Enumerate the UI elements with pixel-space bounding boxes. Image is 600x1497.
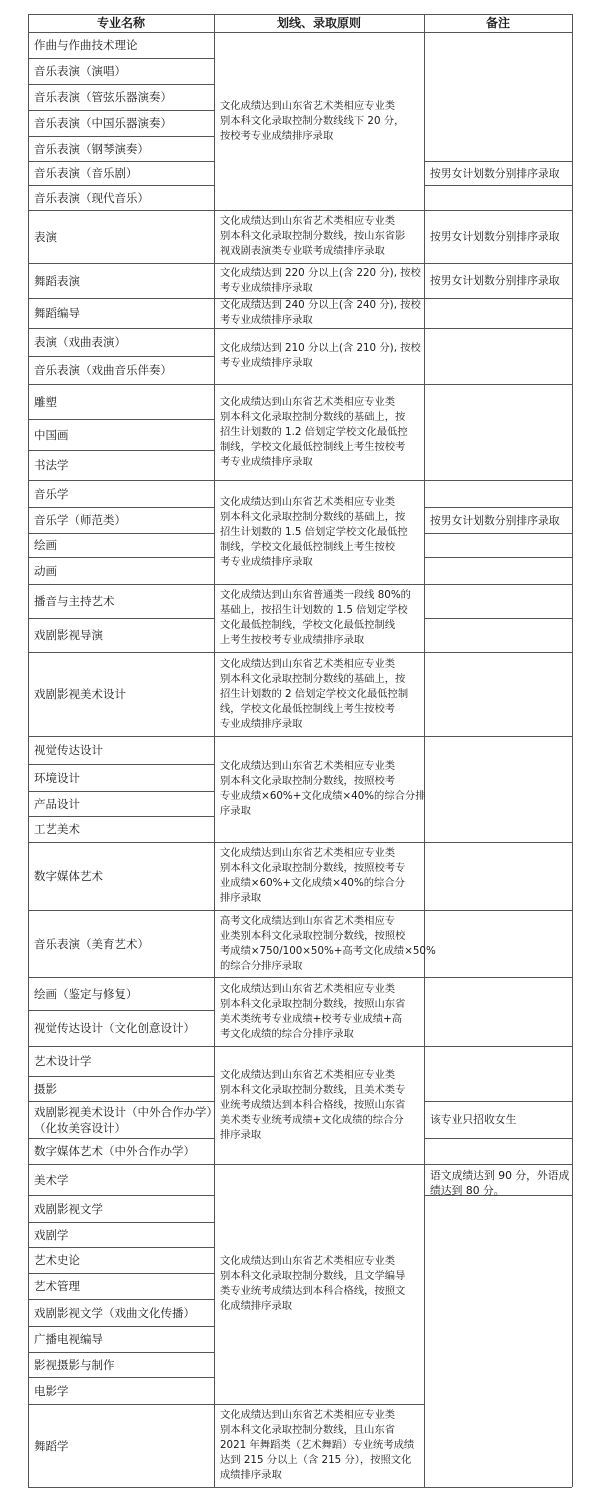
row-divider — [28, 1326, 214, 1327]
major-name: 视觉传达设计 — [34, 743, 103, 757]
row-divider — [28, 652, 214, 653]
row-divider — [28, 1138, 214, 1139]
row-divider — [214, 584, 424, 585]
row-divider — [28, 356, 214, 357]
row-divider — [214, 480, 424, 481]
row-divider — [28, 618, 214, 619]
major-name: 戏剧影视美术设计（中外合作办学） （化妆美容设计） — [34, 1105, 218, 1135]
row-divider — [424, 977, 572, 978]
table-left-border — [28, 14, 29, 1487]
major-name: 绘画（鉴定与修复） — [34, 987, 138, 1001]
row-divider — [214, 263, 424, 264]
remark-text: 语文成绩达到 90 分，外语成 绩达到 80 分。 — [430, 1169, 570, 1197]
row-divider — [28, 533, 214, 534]
row-divider — [214, 736, 424, 737]
major-name: 艺术管理 — [34, 1279, 80, 1293]
row-divider — [424, 584, 572, 585]
admission-rule: 文化成绩达到山东省艺术类相应专业类 别本科文化录取控制分数线的基础上，按 招生计划数的 1.2 倍划定学校文化最低控 制线，学校文化最低控制线上考生按校考 考专业成绩排序录取 — [220, 396, 408, 468]
row-divider — [28, 816, 214, 817]
major-name: 雕塑 — [34, 395, 57, 409]
row-divider — [424, 480, 572, 481]
admission-rule: 文化成绩达到山东省艺术类相应专业类 别本科文化录取控制分数线，按山东省影 视戏剧表演类专业联考成绩排序录取 — [220, 215, 406, 257]
admission-rule: 文化成绩达到山东省艺术类相应专业类 别本科文化录取控制分数线，按照校考 专业成绩×60%+文化成绩×40%的综合分排 序录取 — [220, 760, 426, 817]
row-divider — [28, 1101, 214, 1102]
row-divider — [424, 557, 572, 558]
row-divider — [28, 1046, 214, 1047]
row-divider — [424, 210, 572, 211]
admission-rule: 高考文化成绩达到山东省艺术类相应专 业类别本科文化录取控制分数线，按照校 考成绩×750/100×50%+高考文化成绩×50% 的综合分排序录取 — [220, 915, 436, 972]
admission-rule: 文化成绩达到山东省艺术类相应专业类 别本科文化录取控制分数线，且山东省 2021 年舞蹈类（艺术舞蹈）专业统考成绩 达到 215 分以上（含 215 分），按照文化 成绩排序录取 — [220, 1409, 415, 1481]
major-name: 工艺美术 — [34, 822, 80, 836]
row-divider — [28, 910, 214, 911]
column-divider-1 — [214, 14, 215, 1487]
major-name: 艺术史论 — [34, 1253, 80, 1267]
row-divider — [214, 1404, 424, 1405]
major-name: 书法学 — [34, 458, 69, 472]
row-divider — [28, 210, 214, 211]
row-divider — [28, 384, 214, 385]
admission-rule: 文化成绩达到山东省艺术类相应专业类 别本科文化录取控制分数线，按照校考专 业成绩×60%+文化成绩×40%的综合分 排序录取 — [220, 847, 406, 904]
admission-rule: 文化成绩达到山东省艺术类相应专业类 别本科文化录取控制分数线，且美术类专 业统考成绩达到本科合格线，按照山东省 美术类专业统考成绩+文化成绩的综合分 排序录取 — [220, 1069, 406, 1141]
major-name: 美术学 — [34, 1173, 69, 1187]
row-divider — [214, 652, 424, 653]
row-divider — [424, 1101, 572, 1102]
row-divider — [28, 584, 214, 585]
row-divider — [214, 1046, 424, 1047]
row-divider — [424, 910, 572, 911]
row-divider — [28, 263, 214, 264]
row-divider — [214, 1164, 424, 1165]
row-divider — [214, 977, 424, 978]
row-divider — [28, 1273, 214, 1274]
row-divider — [28, 419, 214, 420]
admission-rule: 文化成绩达到山东省艺术类相应专业类 别本科文化录取控制分数线的基础上，按 招生计划数的 1.5 倍划定学校文化最低控 制线，学校文化最低控制线上考生按校 考专业成绩排序录取 — [220, 496, 408, 568]
major-name: 舞蹈表演 — [34, 274, 80, 288]
admission-rule: 文化成绩达到 210 分以上(含 210 分), 按校 考专业成绩排序录取 — [220, 342, 421, 369]
header-rule: 划线、录取原则 — [276, 16, 361, 30]
row-divider — [214, 842, 424, 843]
row-divider — [28, 480, 214, 481]
major-name: 音乐表演（钢琴演奏） — [34, 142, 149, 156]
row-divider — [28, 450, 214, 451]
header-major: 专业名称 — [96, 16, 145, 30]
admission-rule: 文化成绩达到山东省艺术类相应专业类 别本科文化录取控制分数线线下 20 分， 按校考专业成绩排序录取 — [220, 100, 405, 142]
major-name: 戏剧影视文学（戏曲文化传播） — [34, 1306, 195, 1320]
row-divider — [424, 161, 572, 162]
column-divider-2 — [424, 14, 425, 1487]
row-divider — [424, 1487, 572, 1488]
row-divider — [214, 910, 424, 911]
row-divider — [214, 328, 424, 329]
row-divider — [424, 618, 572, 619]
major-name: 表演 — [34, 230, 57, 244]
row-divider — [424, 507, 572, 508]
row-divider — [424, 1046, 572, 1047]
major-name: 戏剧学 — [34, 1228, 69, 1242]
major-name: 音乐表演（演唱） — [34, 64, 126, 78]
major-name: 作曲与作曲技术理论 — [34, 38, 138, 52]
admission-rule: 文化成绩达到山东省普通类一段线 80%的 基础上，按招生计划数的 1.5 倍划定学校 文化最低控制线，学校文化最低控制线 上考生按校考专业成绩排序录取 — [220, 589, 411, 646]
major-name: 动画 — [34, 564, 57, 578]
row-divider — [28, 58, 214, 59]
row-divider — [28, 328, 214, 329]
row-divider — [424, 185, 572, 186]
major-name: 中国画 — [34, 428, 69, 442]
row-divider — [28, 136, 214, 137]
admission-table — [28, 14, 572, 1487]
remark-text: 该专业只招收女生 — [430, 1113, 517, 1126]
major-name: 摄影 — [34, 1082, 57, 1096]
major-name: 音乐表演（中国乐器演奏） — [34, 116, 172, 130]
row-divider — [424, 298, 572, 299]
major-name: 音乐学（师范类） — [34, 513, 126, 527]
major-name: 戏剧影视文学 — [34, 1202, 103, 1216]
major-name: 艺术设计学 — [34, 1054, 92, 1068]
row-divider — [214, 384, 424, 385]
row-divider — [28, 1010, 214, 1011]
table-right-border — [572, 14, 573, 1487]
row-divider — [424, 328, 572, 329]
row-divider — [28, 1404, 214, 1405]
major-name: 视觉传达设计（文化创意设计） — [34, 1021, 195, 1035]
major-name: 舞蹈编导 — [34, 306, 80, 320]
major-name: 音乐表演（戏曲音乐伴奏） — [34, 363, 172, 377]
remark-text: 按男女计划数分别排序录取 — [430, 514, 560, 527]
major-name: 戏剧影视美术设计 — [34, 687, 126, 701]
major-name: 环境设计 — [34, 771, 80, 785]
row-divider — [28, 110, 214, 111]
row-divider — [424, 1164, 572, 1165]
row-divider — [424, 842, 572, 843]
admission-rule: 文化成绩达到山东省艺术类相应专业类 别本科文化录取控制分数线，按照山东省 美术类统考专业成绩+校考专业成绩+高 考文化成绩的综合分排序录取 — [220, 983, 406, 1040]
major-name: 产品设计 — [34, 797, 80, 811]
admission-rule: 文化成绩达到山东省艺术类相应专业类 别本科文化录取控制分数线，且文学编导 类专业统考成绩达到本科合格线，按照文 化成绩排序录取 — [220, 1255, 406, 1312]
row-divider — [28, 1195, 214, 1196]
admission-rule: 文化成绩达到 220 分以上(含 220 分), 按校 考专业成绩排序录取 — [220, 267, 421, 294]
row-divider — [424, 1138, 572, 1139]
row-divider — [424, 533, 572, 534]
major-name: 表演（戏曲表演） — [34, 335, 126, 349]
row-divider — [424, 652, 572, 653]
major-name: 戏剧影视导演 — [34, 628, 103, 642]
major-name: 音乐表演（音乐剧） — [34, 166, 138, 180]
row-divider — [28, 161, 214, 162]
remark-text: 按男女计划数分别排序录取 — [430, 167, 560, 180]
row-divider — [28, 1352, 214, 1353]
major-name: 数字媒体艺术（中外合作办学） — [34, 1144, 195, 1158]
major-name: 音乐表演（管弦乐器演奏） — [34, 90, 172, 104]
row-divider — [28, 736, 214, 737]
row-divider — [28, 84, 214, 85]
major-name: 音乐学 — [34, 487, 69, 501]
row-divider — [28, 842, 214, 843]
row-divider — [28, 1299, 214, 1300]
row-divider — [28, 1222, 214, 1223]
row-divider — [28, 1377, 214, 1378]
row-divider — [28, 507, 214, 508]
major-name: 播音与主持艺术 — [34, 594, 115, 608]
row-divider — [28, 185, 214, 186]
admission-rule: 文化成绩达到 240 分以上(含 240 分), 按校 考专业成绩排序录取 — [220, 299, 421, 326]
major-name: 影视摄影与制作 — [34, 1358, 115, 1372]
row-divider — [28, 1247, 214, 1248]
major-name: 音乐表演（美育艺术） — [34, 937, 149, 951]
row-divider — [214, 210, 424, 211]
major-name: 舞蹈学 — [34, 1439, 69, 1453]
major-name: 电影学 — [34, 1384, 69, 1398]
row-divider — [28, 977, 214, 978]
major-name: 绘画 — [34, 538, 57, 552]
row-divider — [424, 263, 572, 264]
row-divider — [214, 1487, 424, 1488]
row-divider — [28, 298, 214, 299]
row-divider — [424, 384, 572, 385]
row-divider — [28, 1164, 214, 1165]
remark-text: 按男女计划数分别排序录取 — [430, 230, 560, 243]
row-divider — [28, 557, 214, 558]
admission-rule: 文化成绩达到山东省艺术类相应专业类 别本科文化录取控制分数线的基础上，按 招生计划数的 2 倍划定学校文化最低控制 线，学校文化最低控制线上考生按校考 专业成绩排序录取 — [220, 658, 409, 730]
header-divider — [28, 32, 572, 33]
row-divider — [28, 1076, 214, 1077]
row-divider — [28, 791, 214, 792]
remark-text: 按男女计划数分别排序录取 — [430, 274, 560, 287]
row-divider — [424, 736, 572, 737]
major-name: 数字媒体艺术 — [34, 869, 103, 883]
header-note: 备注 — [485, 16, 510, 30]
major-name: 广播电视编导 — [34, 1332, 103, 1346]
row-divider — [28, 764, 214, 765]
row-divider — [28, 1487, 214, 1488]
major-name: 音乐表演（现代音乐） — [34, 191, 149, 205]
